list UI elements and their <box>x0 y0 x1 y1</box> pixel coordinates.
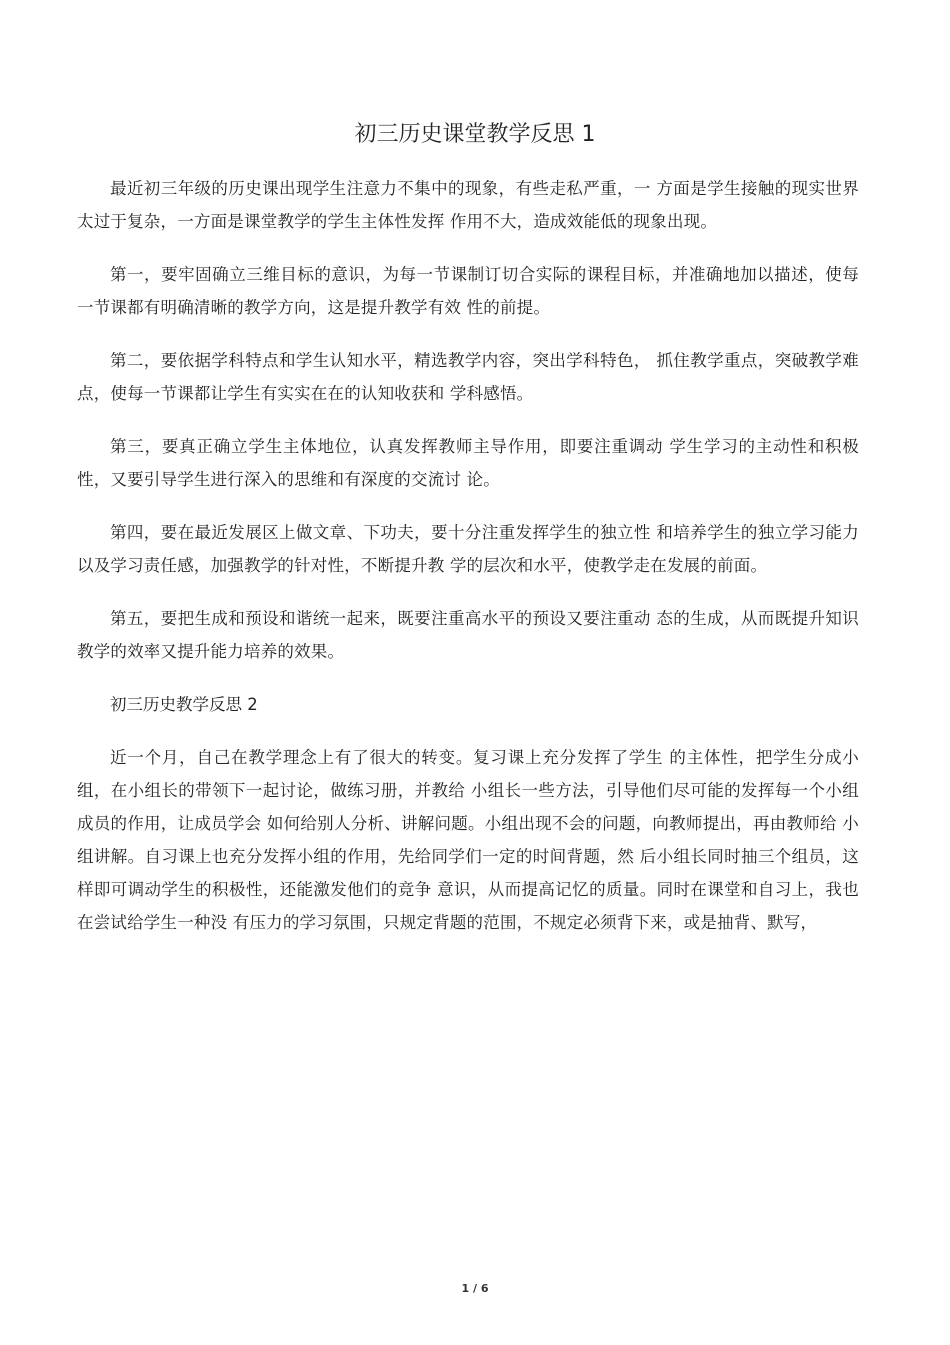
section-2-heading: 初三历史教学反思 2 <box>110 695 258 714</box>
document-title: 初三历史课堂教学反思 1 <box>354 122 596 147</box>
paragraph-second: 第二，要依据学科特点和学生认知水平，精选教学内容，突出学科特色， 抓住教学重点，突破教学难点，使每一节课都让学生有实实在在的认知收获和 学科感悟。 <box>77 351 859 403</box>
paragraph-fourth: 第四，要在最近发展区上做文章、下功夫，要十分注重发挥学生的独立性 和培养学生的独立学习能力以及学习责任感，加强教学的针对性，不断提升教 学的层次和水平，使教学走在发展的前面。 <box>77 523 859 575</box>
paragraph-third: 第三，要真正确立学生主体地位，认真发挥教师主导作用，即要注重调动 学生学习的主动性和积极性，又要引导学生进行深入的思维和有深度的交流讨 论。 <box>77 437 859 489</box>
page-number: 1 / 6 <box>461 1282 489 1295</box>
paragraph-intro: 最近初三年级的历史课出现学生注意力不集中的现象，有些走私严重，一 方面是学生接触的现实世界太过于复杂，一方面是课堂教学的学生主体性发挥 作用不大，造成效能低的现象出现。 <box>77 179 859 231</box>
section-2-paragraph: 近一个月，自己在教学理念上有了很大的转变。复习课上充分发挥了学生 的主体性，把学生分成小组，在小组长的带领下一起讨论，做练习册，并教给 小组长一些方法，引导他们尽可能的发挥每一个小组成员的作用，让成员学会 如何给别人分析、讲解问题。小组出现不会的问题，向教师提出，再由教师给 小组讲解。自习课上也充分发挥小组的作用，先给同学们一定的时间背题，然 后小组长同时抽三个组员，这样即可调动学生的积极性，还能激发他们的竞争 意识，从而提高记忆的质量。同时在课堂和自习上，我也在尝试给学生一种没 有压力的学习氛围，只规定背题的范围，不规定必须背下来，或是抽背、默写， <box>77 748 859 932</box>
paragraph-first: 第一，要牢固确立三维目标的意识，为每一节课制订切合实际的课程目标，并准确地加以描述，使每一节课都有明确清晰的教学方向，这是提升教学有效 性的前提。 <box>77 265 859 317</box>
document-body <box>77 172 859 959</box>
paragraph-fifth: 第五，要把生成和预设和谐统一起来，既要注重高水平的预设又要注重动 态的生成，从而既提升知识教学的效率又提升能力培养的效果。 <box>77 609 859 661</box>
